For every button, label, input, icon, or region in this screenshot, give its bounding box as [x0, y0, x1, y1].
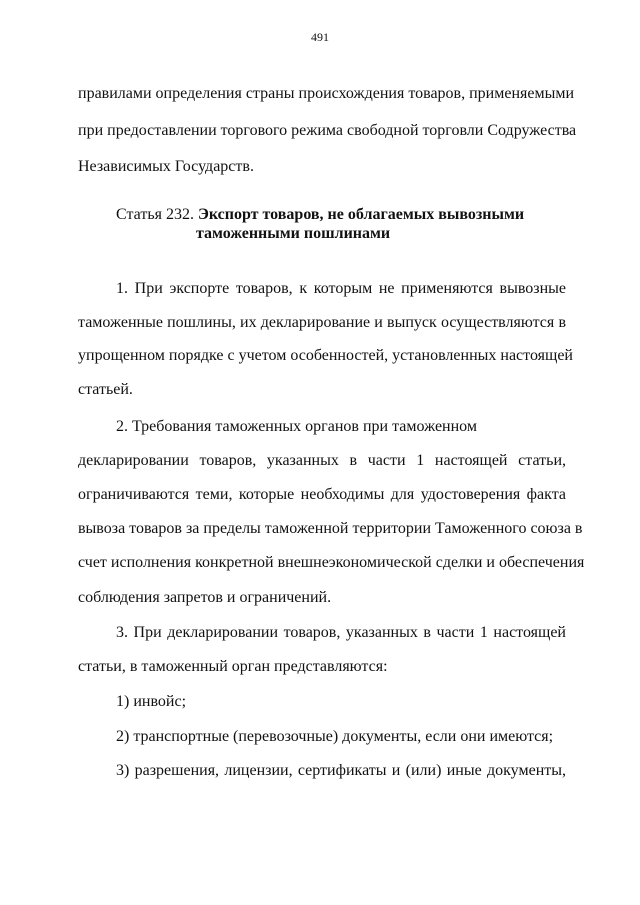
- article-title-line-1: Экспорт товаров, не облагаемых вывозными: [197, 206, 525, 223]
- paragraph-2-line-5: счет исполнения конкретной внешнеэкономической сделки и обеспечения: [78, 554, 585, 571]
- intro-line-3: Независимых Государств.: [78, 158, 254, 175]
- article-title-line-2: таможенными пошлинами: [196, 225, 391, 242]
- intro-line-2: при предоставлении торгового режима свободной торговли Содружества: [78, 122, 577, 139]
- page-number: 491: [311, 30, 329, 44]
- intro-line-1: правилами определения страны происхождения товаров, применяемыми: [78, 85, 575, 102]
- paragraph-1-line-2: таможенные пошлины, их декларирование и выпуск осуществляются в: [78, 314, 566, 331]
- article-heading: [116, 205, 524, 225]
- list-item-3: 3) разрешения, лицензии, сертификаты и (или) иные документы,: [116, 762, 566, 779]
- paragraph-2-line-6: соблюдения запретов и ограничений.: [78, 589, 332, 606]
- paragraph-1-line-4: статьей.: [78, 381, 133, 398]
- paragraph-1-line-1: 1. При экспорте товаров, к которым не применяются вывозные: [116, 280, 566, 297]
- paragraph-3-line-1: 3. При декларировании товаров, указанных в части 1 настоящей: [116, 624, 566, 641]
- paragraph-1-line-3: упрощенном порядке с учетом особенностей, установленных настоящей: [78, 347, 573, 364]
- paragraph-2-line-2: декларировании товаров, указанных в части 1 настоящей статьи,: [78, 452, 566, 469]
- list-item-1: 1) инвойс;: [116, 693, 187, 710]
- paragraph-2-line-4: вывоза товаров за пределы таможенной территории Таможенного союза в: [78, 520, 583, 537]
- paragraph-2-line-1: 2. Требования таможенных органов при таможенном: [116, 418, 477, 435]
- paragraph-2-line-3: ограничиваются теми, которые необходимы для удостоверения факта: [78, 486, 566, 503]
- paragraph-3-line-2: статьи, в таможенный орган представляются:: [78, 658, 388, 675]
- article-label: Статья 232.: [116, 206, 194, 223]
- list-item-2: 2) транспортные (перевозочные) документы, если они имеются;: [116, 728, 554, 745]
